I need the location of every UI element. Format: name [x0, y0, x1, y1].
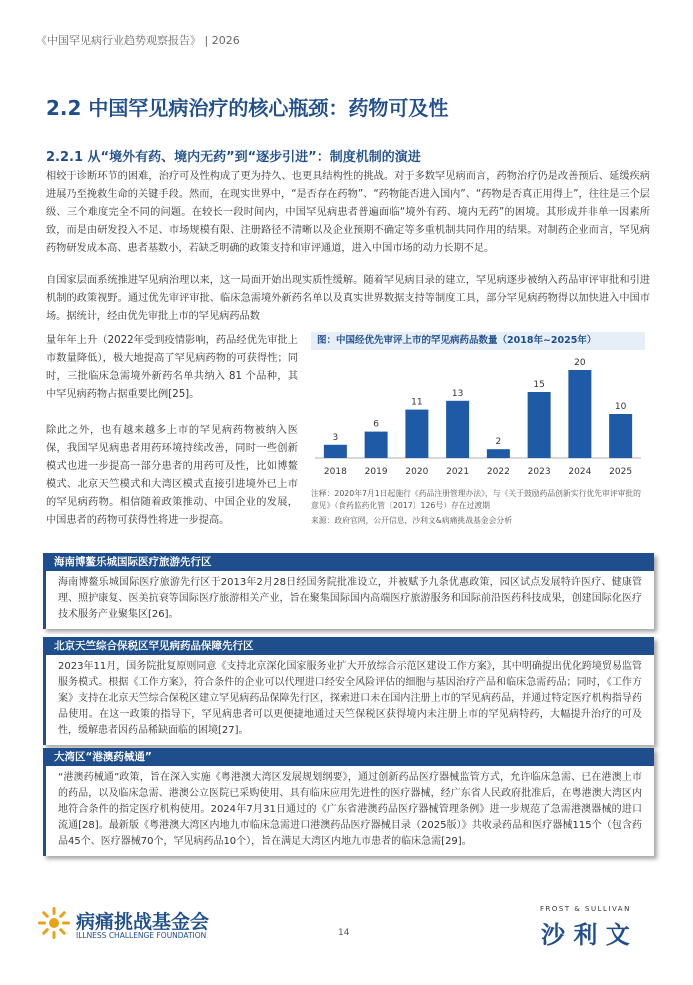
- paragraph-1: 相较于诊断环节的困难，治疗可及性构成了更为持久、也更具结构性的挑战。对于多数罕见病而言，药物治疗仍是改善预后、延缓疾病进展乃至挽救生命的关键手段。然而，在现实世界中，“是否存在药物”、“药物能否进入国内”、“药物是否真正用得上”，往往是三个层级、三个难度完全不同的问题。在较长一段时间内，中国罕见病患者普遍面临“境外有药、境内无药”的困境。其形成并非单一因素所致，而是由研发投入不足、市场规模有限、注册路径不清晰以及企业预期不确定等多重机制共同作用的结果。对制药企业而言，罕见病药物研发成本高、患者基数小，若缺乏明确的政策支持和审评通道，进入中国市场的动力长期不足。: [46, 171, 650, 254]
- section-title: 2.2 中国罕见病治疗的核心瓶颈：药物可及性: [46, 96, 449, 120]
- tick-label-2019: 2019: [364, 467, 388, 477]
- bar-2020: [405, 410, 428, 458]
- box-heading: 大湾区“港澳药械通”: [46, 748, 654, 766]
- bar-chart: [311, 352, 645, 486]
- paragraph-4: 除此之外，也有越来越多上市的罕见病药物被纳入医保，我国罕见病患者用药环境持续改善，同时一些创新模式也进一步提高一部分患者的用药可及性，比如博鳌模式、北京天竺模式和大湾区模式直接引进境外已上市的罕见病药物。相信随着政策推动、中国企业的发展，中国患者的药物可获得性将进一步提高。: [46, 425, 298, 526]
- data-label-2025: 10: [614, 402, 627, 412]
- tick-label-2021: 2021: [446, 467, 470, 477]
- tick-label-2022: 2022: [486, 467, 510, 477]
- org-name-cn: 病痛挑战基金会: [76, 911, 210, 933]
- box-body: 2023年11月，国务院批复原则同意《支持北京深化国家服务业扩大开放综合示范区建设工作方案》，其中明确提出优化跨境贸易监管服务模式。根据《工作方案》，符合条件的企业可以代理进口经安全风险评估的细胞与基因治疗产品和临床急需药品；同时，《工作方案》支持在北京天竺综合保税区建立罕见病药品保障先行区，探索进口未在国内注册上市的罕见病药品，并通过特定医疗机构指导药品使用。在这一政策的指导下，罕见病患者可以更便捷地通过天竺保税区获得境内未注册上市的罕见病特药，大幅提升治疗的可及性，缓解患者因药品稀缺面临的困境[27]。: [58, 661, 642, 736]
- data-label-2018: 3: [332, 432, 339, 443]
- data-label-2021: 13: [451, 388, 464, 399]
- tick-label-2024: 2024: [568, 467, 592, 477]
- data-label-2024: 20: [574, 358, 586, 368]
- paragraph-2: 自国家层面系统推进罕见病治理以来，这一局面开始出现实质性缓解。随着罕见病目录的建立，罕见病逐步被纳入药品审评审批和引进机制的政策视野。通过优先审评审批、临床急需境外新药名单以及真实世界数据支持等制度工具，部分罕见病药物得以加快进入中国市场。据统计，经由优先审批上市的罕见病药品数: [46, 275, 650, 322]
- bar-2022: [487, 449, 510, 458]
- tick-label-2023: 2023: [527, 467, 551, 477]
- chart-source: 来源：政府官网，公开信息，沙利文&病痛挑战基金会分析: [311, 516, 512, 525]
- data-label-2023: 15: [533, 380, 545, 390]
- tick-label-2020: 2020: [405, 467, 429, 477]
- greater-bay-area-box: [43, 748, 654, 856]
- data-label-2019: 6: [373, 419, 379, 430]
- bar-2019: [365, 432, 388, 458]
- subsection-title: 2.2.1 从“境外有药、境内无药”到“逐步引进”：制度机制的演进: [46, 150, 421, 165]
- chart-title: 图：中国经优先审评上市的罕见病药品数量（2018年~2025年）: [311, 332, 645, 350]
- tick-label-2018: 2018: [323, 467, 347, 477]
- bar-2018: [324, 445, 347, 458]
- bar-2021: [446, 401, 469, 458]
- chart-note: 注释：2020年7月1日起施行《药品注册管理办法》，与《关于鼓励药品创新实行优先审评审批的意见》（食药监药化管〔2017〕126号）存在过渡期: [311, 489, 641, 510]
- org-name-en: ILLNESS CHALLENGE FOUNDATION: [76, 931, 207, 940]
- bar-2024: [568, 370, 591, 458]
- paragraph-3: 量年年上升（2022年受到疫情影响，药品经优先审批上市数量降低），极大地提高了罕见病药物的可获得性；同时，三批临床急需境外新药名单共纳入 81 个品种，其中罕见病药物占据重要比例[25]。: [46, 335, 298, 400]
- hainan-boao-box: [43, 553, 654, 629]
- partner-name-cn: 沙 利 文: [541, 921, 630, 949]
- box-body: 海南博鳌乐城国际医疗旅游先行区于2013年2月28日经国务院批准设立，并被赋予九条优惠政策，园区试点发展特许医疗、健康管理、照护康复、医美抗衰等国际医疗旅游相关产业，旨在聚集国际国内高端医疗旅游服务和国际前沿医药科技成果，创建国际化医疗技术服务产业聚集区[26]。: [58, 577, 642, 620]
- report-header: 《中国罕见病行业趋势观察报告》 | 2026: [36, 34, 240, 47]
- bar-2025: [609, 414, 632, 458]
- frost-sullivan-logo: [540, 905, 631, 950]
- bar-2023: [528, 392, 551, 458]
- sun-logo-icon: [36, 905, 72, 941]
- page-number: 14: [338, 928, 350, 938]
- box-heading: 海南博鳌乐城国际医疗旅游先行区: [46, 553, 654, 571]
- tick-label-2025: 2025: [609, 467, 633, 477]
- data-label-2020: 11: [411, 397, 423, 408]
- box-heading: 北京天竺综合保税区罕见病药品保障先行区: [46, 637, 654, 655]
- data-label-2022: 2: [495, 437, 502, 448]
- partner-name-en: FROST & SULLIVAN: [540, 905, 631, 913]
- box-body: “港澳药械通”政策，旨在深入实施《粤港澳大湾区发展规划纲要》，通过创新药品医疗器械监管方式，允许临床急需、已在港澳上市的药品，以及临床急需、港澳公立医院已采购使用、具有临床应用先进性的医疗器械，经广东省人民政府批准后，在粤港澳大湾区内地符合条件的指定医疗机构使用。2024年7月31日通过的《广东省港澳药品医疗器械管理条例》进一步规范了急需港澳器械的进口流通[28]。最新版《粤港澳大湾区内地九市临床急需进口港澳药品医疗器械目录（2025版）》共收录药品和医疗器械115个（包含药品45个、医疗器械70个，罕见病药品10个），旨在满足大湾区内地九市患者的临床急需[29]。: [58, 772, 642, 847]
- beijing-tianzhu-box: [43, 637, 654, 745]
